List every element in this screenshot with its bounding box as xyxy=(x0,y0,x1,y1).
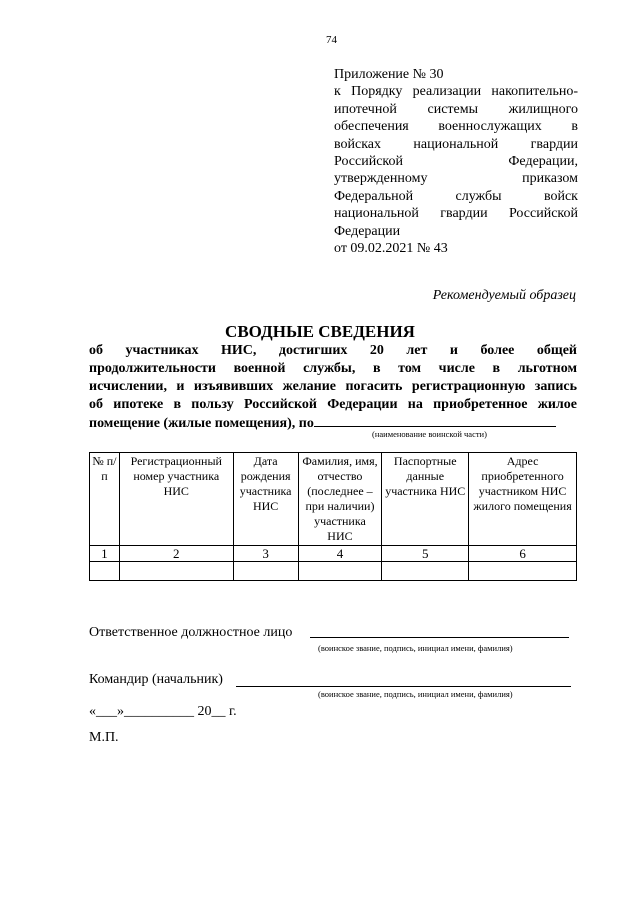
subtitle-last-text: помещение (жилые помещения), по xyxy=(89,416,314,431)
date-line: «___»__________ 20__ г. xyxy=(89,704,237,719)
table-row xyxy=(90,562,577,581)
table-header-row xyxy=(90,453,577,546)
unit-name-blank xyxy=(314,414,556,427)
appendix-line: от 09.02.2021 № 43 xyxy=(334,241,448,257)
table-header-cell: Адрес приобретенного участником НИС жилого помещения xyxy=(469,453,577,546)
table-header-cell: Фамилия, имя, отчество (последнее – при наличии) участника НИС xyxy=(298,453,382,546)
responsible-caption: (воинское звание, подпись, инициал имени, фамилия) xyxy=(318,643,513,653)
responsible-label: Ответственное должностное лицо xyxy=(89,625,293,640)
appendix-line: Российской Федерации, xyxy=(334,154,578,170)
commander-signature-line xyxy=(236,672,571,687)
document-subtitle xyxy=(89,342,577,433)
table-cell[interactable] xyxy=(119,562,233,581)
appendix-line: Федеральной службы войск xyxy=(334,188,578,204)
appendix-line: Приложение № 30 xyxy=(334,67,444,82)
appendix-line: к Порядку реализации накопительно- xyxy=(334,84,578,100)
subtitle-line: продолжительности военной службы, в том числе в льготном xyxy=(89,361,577,376)
subtitle-line: об ипотеке в пользу Российской Федерации на приобретенное жилое xyxy=(89,397,577,412)
column-number: 2 xyxy=(119,546,233,562)
table-cell[interactable] xyxy=(469,562,577,581)
table-header-cell: Дата рождения участника НИС xyxy=(233,453,298,546)
column-number: 6 xyxy=(469,546,577,562)
table-number-row xyxy=(90,546,577,562)
commander-label: Командир (начальник) xyxy=(89,672,223,687)
document-title: СВОДНЫЕ СВЕДЕНИЯ xyxy=(225,322,415,341)
subtitle-last-line xyxy=(89,414,577,433)
stamp-place: М.П. xyxy=(89,730,119,745)
appendix-line: ипотечной системы жилищного xyxy=(334,101,578,117)
responsible-signature-line xyxy=(310,623,569,638)
appendix-line: обеспечения военнослужащих в xyxy=(334,119,578,135)
table-header-cell: Паспортные данные участника НИС xyxy=(382,453,469,546)
appendix-line: утвержденному приказом xyxy=(334,171,578,187)
appendix-line: национальной гвардии Российской xyxy=(334,206,578,222)
table-cell[interactable] xyxy=(90,562,120,581)
table-cell[interactable] xyxy=(298,562,382,581)
sample-label: Рекомендуемый образец xyxy=(432,288,576,303)
column-number: 4 xyxy=(298,546,382,562)
table-cell[interactable] xyxy=(382,562,469,581)
column-number: 1 xyxy=(90,546,120,562)
appendix-block xyxy=(334,66,578,257)
table-header-cell: № п/п xyxy=(90,453,120,546)
table-header-cell: Регистрационный номер участника НИС xyxy=(119,453,233,546)
appendix-line: войсках национальной гвардии xyxy=(334,136,578,152)
table-cell[interactable] xyxy=(233,562,298,581)
commander-caption: (воинское звание, подпись, инициал имени, фамилия) xyxy=(318,689,513,699)
summary-table xyxy=(89,452,577,581)
subtitle-line: об участниках НИС, достигших 20 лет и более общей xyxy=(89,343,577,358)
column-number: 5 xyxy=(382,546,469,562)
page-number: 74 xyxy=(326,34,337,46)
column-number: 3 xyxy=(233,546,298,562)
appendix-line: Федерации xyxy=(334,223,401,239)
subtitle-line: исчислении, и изъявивших желание погасить регистрационную запись xyxy=(89,379,577,394)
unit-caption: (наименование воинской части) xyxy=(372,429,487,439)
